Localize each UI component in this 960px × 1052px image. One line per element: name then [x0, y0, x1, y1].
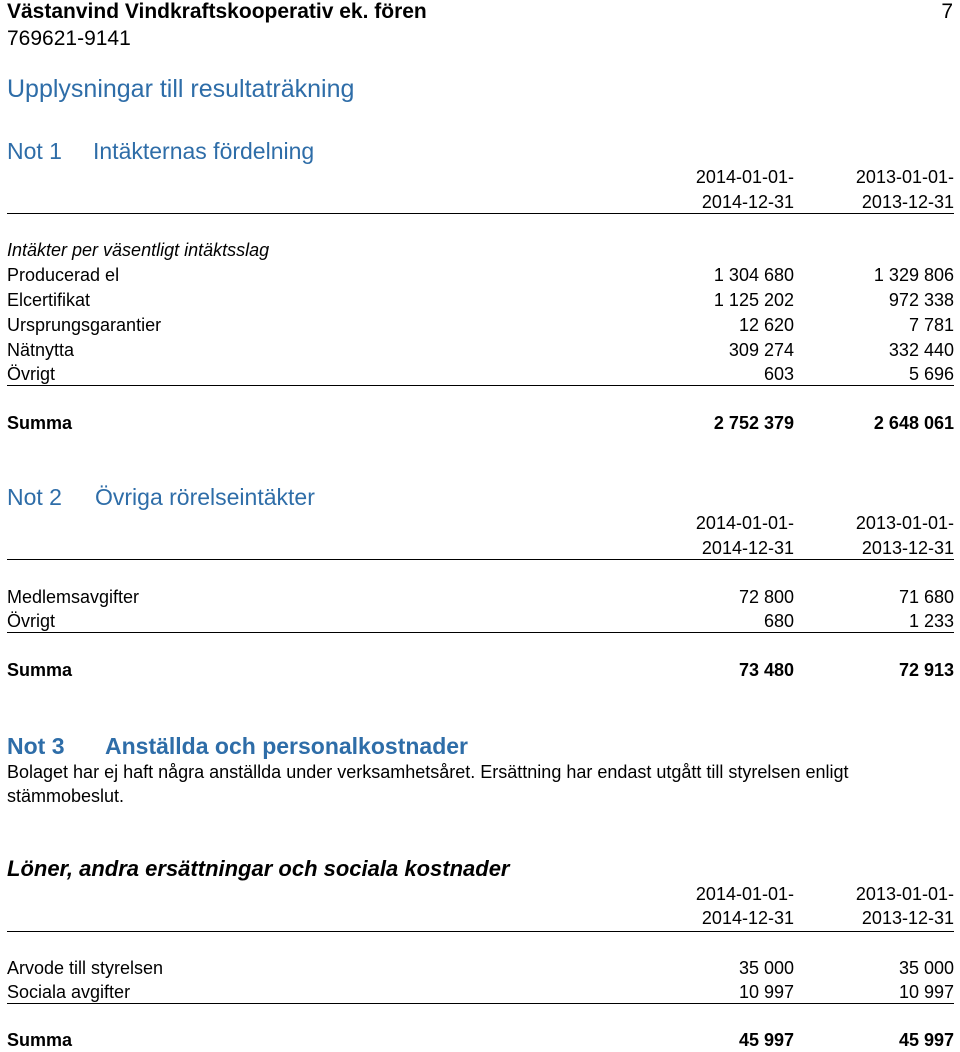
note1-period-cur-line1: 2014-01-01-	[695, 167, 794, 187]
table-row-label: Övrigt	[7, 611, 56, 631]
section-title: Upplysningar till resultaträkning	[7, 75, 355, 103]
note2-number: Not 2	[7, 484, 62, 510]
table-cell-cur: 12 620	[738, 315, 794, 335]
note2-period-cur-line1: 2014-01-01-	[695, 513, 794, 533]
note1-number: Not 1	[7, 138, 62, 164]
table-cell-cur: 10 997	[738, 982, 794, 1002]
note2-title: Övriga rörelseintäkter	[95, 484, 315, 510]
note2-total-label: Summa	[7, 660, 73, 680]
note1-period-cur-line2: 2014-12-31	[701, 192, 794, 212]
table-cell-cur: 603	[763, 364, 794, 384]
note1-total-label: Summa	[7, 413, 73, 433]
note1-title: Intäkternas fördelning	[93, 138, 315, 164]
table-cell-prev: 35 000	[898, 958, 954, 978]
note2-period-cur-line2: 2014-12-31	[701, 538, 794, 558]
table-cell-prev: 1 329 806	[873, 265, 954, 285]
divider	[7, 632, 954, 633]
table-cell-prev: 1 233	[908, 611, 954, 631]
note3-period-cur-line2: 2014-12-31	[701, 908, 794, 928]
table-row-label: Sociala avgifter	[7, 982, 131, 1002]
note3-title: Anställda och personalkostnader	[105, 733, 468, 759]
company-name: Västanvind Vindkraftskooperativ ek. fören	[7, 0, 427, 23]
note2-period-prev-line1: 2013-01-01-	[855, 513, 954, 533]
divider	[7, 931, 954, 932]
divider	[7, 213, 954, 214]
divider	[7, 1003, 954, 1004]
table-row-label: Övrigt	[7, 364, 56, 384]
note1-total-cur: 2 752 379	[713, 413, 794, 433]
table-row-label: Producerad el	[7, 265, 120, 285]
table-cell-cur: 1 125 202	[713, 290, 794, 310]
table-row-label: Arvode till styrelsen	[7, 958, 164, 978]
note3-period-cur-line1: 2014-01-01-	[695, 884, 794, 904]
note1-period-prev-line2: 2013-12-31	[861, 192, 954, 212]
note1-subheading: Intäkter per väsentligt intäktsslag	[7, 240, 270, 260]
table-row-label: Nätnytta	[7, 340, 75, 360]
note2-total-prev: 72 913	[898, 660, 954, 680]
table-cell-prev: 71 680	[898, 587, 954, 607]
note3-period-prev-line1: 2013-01-01-	[855, 884, 954, 904]
note1-period-prev-line1: 2013-01-01-	[855, 167, 954, 187]
divider	[7, 559, 954, 560]
note2-total-cur: 73 480	[738, 660, 794, 680]
table-row-label: Elcertifikat	[7, 290, 91, 310]
note3-text: Bolaget har ej haft några anställda under verksamhetsåret. Ersättning har endast utgått till styrelsen enligt stämmobeslut.	[7, 762, 849, 806]
org-number: 769621-9141	[7, 27, 131, 50]
note3-subheading: Löner, andra ersättningar och sociala kostnader	[7, 856, 510, 881]
note3-period-prev-line2: 2013-12-31	[861, 908, 954, 928]
table-cell-cur: 1 304 680	[713, 265, 794, 285]
note3-total-label: Summa	[7, 1030, 73, 1050]
table-cell-prev: 10 997	[898, 982, 954, 1002]
note1-total-prev: 2 648 061	[873, 413, 954, 433]
table-row-label: Ursprungsgarantier	[7, 315, 162, 335]
table-cell-prev: 332 440	[888, 340, 954, 360]
table-cell-prev: 7 781	[908, 315, 954, 335]
table-cell-cur: 680	[763, 611, 794, 631]
note3-total-cur: 45 997	[738, 1030, 794, 1050]
table-cell-cur: 72 800	[738, 587, 794, 607]
table-row-label: Medlemsavgifter	[7, 587, 140, 607]
note3-total-prev: 45 997	[898, 1030, 954, 1050]
note2-period-prev-line2: 2013-12-31	[861, 538, 954, 558]
table-cell-cur: 35 000	[738, 958, 794, 978]
table-cell-cur: 309 274	[728, 340, 794, 360]
table-cell-prev: 972 338	[888, 290, 954, 310]
page-number: 7	[941, 0, 953, 23]
note3-number: Not 3	[7, 733, 65, 759]
divider	[7, 385, 954, 386]
table-cell-prev: 5 696	[908, 364, 954, 384]
